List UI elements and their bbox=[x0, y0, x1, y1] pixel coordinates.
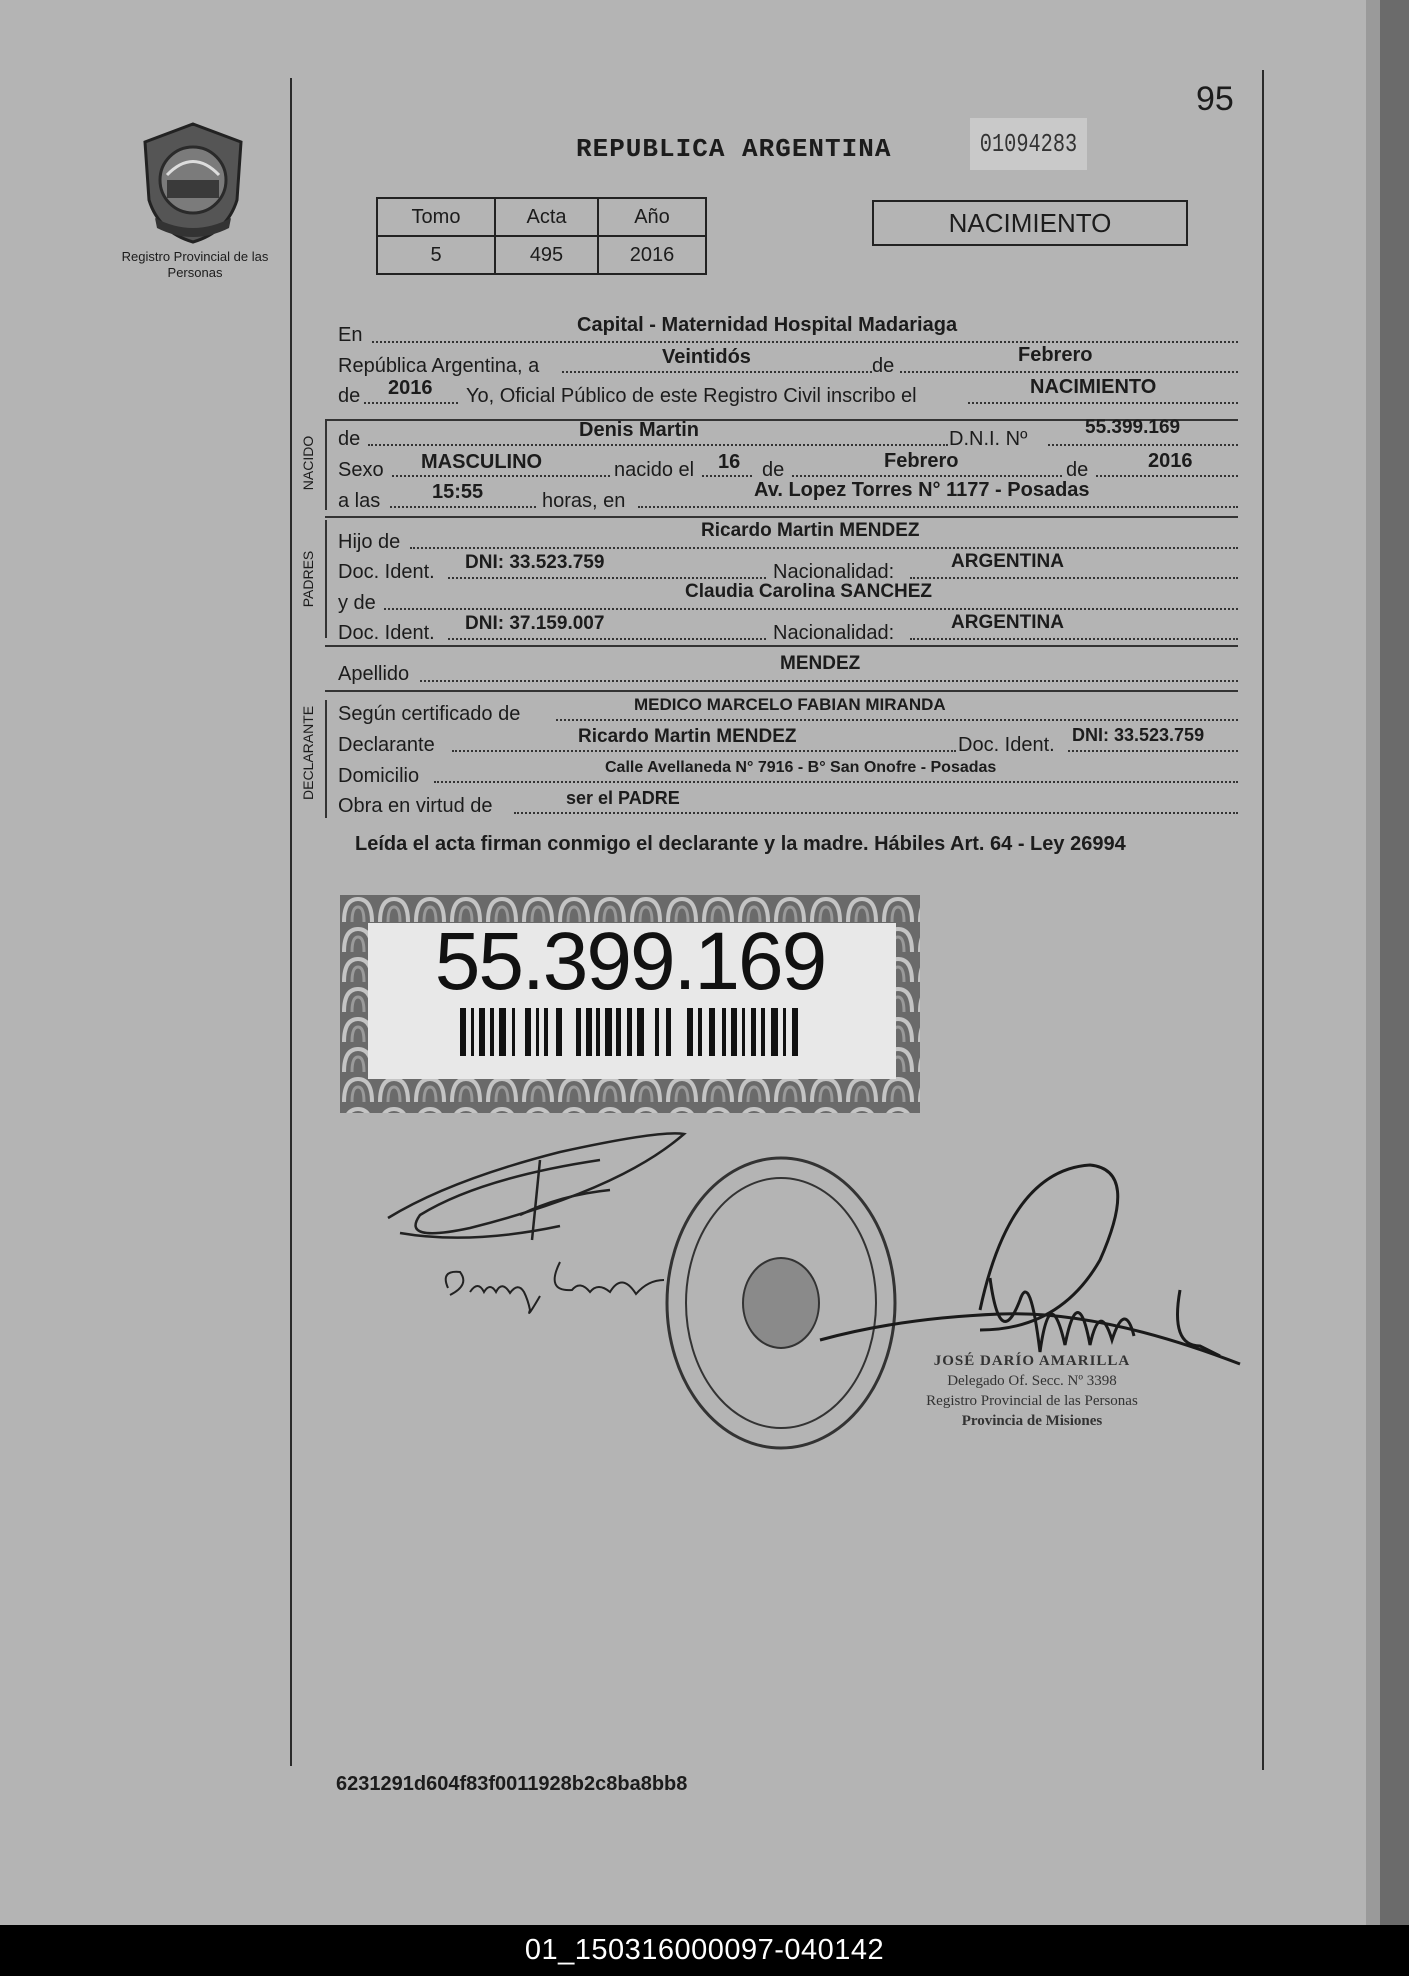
footer-id: 01_150316000097-040142 bbox=[0, 1925, 1409, 1976]
official-office: Registro Provincial de las Personas bbox=[926, 1393, 1138, 1409]
father-nationality-value: ARGENTINA bbox=[951, 551, 1064, 572]
birth-place-value: Av. Lopez Torres N° 1177 - Posadas bbox=[754, 479, 1090, 501]
dotted-line bbox=[368, 444, 948, 446]
mother-nationality-value: ARGENTINA bbox=[951, 612, 1064, 633]
horas-label: horas, en bbox=[542, 490, 626, 512]
dotted-line bbox=[968, 402, 1238, 404]
official-province: Provincia de Misiones bbox=[961, 1413, 1103, 1429]
doc-ident-label: Doc. Ident. bbox=[958, 734, 1055, 756]
cert-value: MEDICO MARCELO FABIAN MIRANDA bbox=[634, 695, 946, 714]
domicilio-label: Domicilio bbox=[338, 765, 420, 787]
section-bar bbox=[325, 420, 327, 510]
official-stamp-text bbox=[897, 1351, 1167, 1431]
record-type-box: NACIMIENTO bbox=[872, 200, 1188, 246]
page-title: REPUBLICA ARGENTINA bbox=[576, 134, 892, 164]
dotted-line bbox=[638, 506, 1238, 508]
barcode-number: 55.399.169 bbox=[434, 916, 826, 1007]
declarante-doc-value: DNI: 33.523.759 bbox=[1072, 725, 1205, 745]
place-value: Capital - Maternidad Hospital Madariaga bbox=[577, 314, 958, 336]
sexo-label: Sexo bbox=[338, 459, 384, 481]
de-label: de bbox=[872, 355, 895, 377]
record-table bbox=[376, 197, 707, 275]
section-bar bbox=[325, 520, 327, 638]
apellido-value: MENDEZ bbox=[780, 653, 861, 674]
dotted-line bbox=[390, 506, 536, 508]
dotted-line bbox=[910, 577, 1238, 579]
declarante-value: Ricardo Martin MENDEZ bbox=[578, 726, 797, 747]
serial-number: 01094283 bbox=[970, 118, 1087, 170]
birth-day-value: 16 bbox=[718, 451, 741, 473]
de-label: de bbox=[762, 459, 785, 481]
header-ano: Año bbox=[598, 198, 706, 236]
dotted-line bbox=[792, 475, 1062, 477]
dotted-line bbox=[900, 371, 1238, 373]
page-number: 95 bbox=[1196, 80, 1234, 118]
de-label: de bbox=[338, 385, 361, 407]
dotted-line bbox=[392, 475, 610, 477]
declarante-label: Declarante bbox=[338, 734, 435, 756]
cert-label: Según certificado de bbox=[338, 703, 521, 725]
dotted-line bbox=[372, 341, 1238, 343]
right-margin-line bbox=[1262, 70, 1264, 1770]
dotted-line bbox=[434, 781, 1238, 783]
coat-of-arms-icon bbox=[137, 120, 249, 245]
section-bar bbox=[325, 700, 327, 818]
dni-label: D.N.I. Nº bbox=[949, 428, 1028, 450]
father-name-value: Ricardo Martin MENDEZ bbox=[701, 520, 920, 541]
dotted-line bbox=[452, 750, 956, 752]
nacido-el-label: nacido el bbox=[614, 459, 695, 481]
doc-ident-label: Doc. Ident. bbox=[338, 622, 435, 644]
obra-label: Obra en virtud de bbox=[338, 795, 493, 817]
doc-ident-label: Doc. Ident. bbox=[338, 561, 435, 583]
time-value: 15:55 bbox=[432, 481, 484, 503]
de-label: de bbox=[338, 428, 361, 450]
dotted-line bbox=[514, 812, 1238, 814]
obra-value: ser el PADRE bbox=[566, 788, 680, 808]
dotted-line bbox=[1096, 475, 1238, 477]
logo-caption: Registro Provincial de las Personas bbox=[121, 249, 269, 280]
dotted-line bbox=[1048, 444, 1238, 446]
official-role: Delegado Of. Secc. Nº 3398 bbox=[947, 1373, 1117, 1389]
nacionalidad-label: Nacionalidad: bbox=[773, 561, 895, 583]
value-tomo: 5 bbox=[377, 236, 495, 274]
dotted-line bbox=[1068, 750, 1238, 752]
sexo-value: MASCULINO bbox=[421, 451, 543, 473]
dotted-line bbox=[448, 638, 766, 640]
dotted-line bbox=[562, 371, 872, 373]
child-name-value: Denis Martin bbox=[579, 419, 700, 441]
dotted-line bbox=[364, 402, 458, 404]
section-label-nacido: NACIDO bbox=[300, 435, 316, 491]
child-dni-value: 55.399.169 bbox=[1085, 417, 1181, 438]
section-label-declarante: DECLARANTE bbox=[300, 705, 316, 800]
father-doc-value: DNI: 33.523.759 bbox=[465, 552, 605, 573]
dotted-line bbox=[410, 547, 1238, 549]
day-words-value: Veintidós bbox=[662, 346, 751, 368]
de-label: de bbox=[1066, 459, 1089, 481]
month-value: Febrero bbox=[1018, 344, 1093, 366]
document-hash: 6231291d604f83f0011928b2c8ba8bb8 bbox=[336, 1773, 688, 1795]
dotted-line bbox=[910, 638, 1238, 640]
inscription-value: NACIMIENTO bbox=[1030, 376, 1157, 398]
apellido-label: Apellido bbox=[338, 663, 410, 685]
section-rule bbox=[325, 690, 1238, 692]
barcode-sticker bbox=[340, 895, 920, 1113]
official-name: JOSÉ DARÍO AMARILLA bbox=[933, 1353, 1131, 1369]
value-acta: 495 bbox=[495, 236, 598, 274]
birth-month-value: Febrero bbox=[884, 450, 959, 472]
hijo-de-label: Hijo de bbox=[338, 531, 401, 553]
legal-note: Leída el acta firman conmigo el declarante y la madre. Hábiles Art. 64 - Ley 26994 bbox=[355, 833, 1126, 855]
domicilio-value: Calle Avellaneda N° 7916 - B° San Onofre - Posadas bbox=[605, 759, 997, 776]
nacionalidad-label: Nacionalidad: bbox=[773, 622, 895, 644]
header-tomo: Tomo bbox=[377, 198, 495, 236]
dotted-line bbox=[448, 577, 766, 579]
oficial-text: Yo, Oficial Público de este Registro Civil inscribo el bbox=[466, 385, 917, 407]
en-label: En bbox=[338, 324, 363, 346]
section-rule bbox=[325, 516, 1238, 518]
value-ano: 2016 bbox=[598, 236, 706, 274]
y-de-label: y de bbox=[338, 592, 376, 614]
section-rule bbox=[325, 645, 1238, 647]
header-acta: Acta bbox=[495, 198, 598, 236]
mother-name-value: Claudia Carolina SANCHEZ bbox=[685, 581, 933, 602]
dotted-line bbox=[420, 680, 1238, 682]
mother-doc-value: DNI: 37.159.007 bbox=[465, 613, 605, 634]
dotted-line bbox=[384, 608, 1238, 610]
section-label-padres: PADRES bbox=[300, 550, 316, 608]
republica-label: República Argentina, a bbox=[338, 355, 540, 377]
dotted-line bbox=[556, 719, 1238, 721]
dotted-line bbox=[702, 475, 752, 477]
scan-edge-dark bbox=[1380, 0, 1409, 1925]
left-margin-line bbox=[290, 78, 292, 1766]
year-value: 2016 bbox=[388, 377, 433, 399]
birth-year-value: 2016 bbox=[1148, 450, 1193, 472]
a-las-label: a las bbox=[338, 490, 381, 512]
